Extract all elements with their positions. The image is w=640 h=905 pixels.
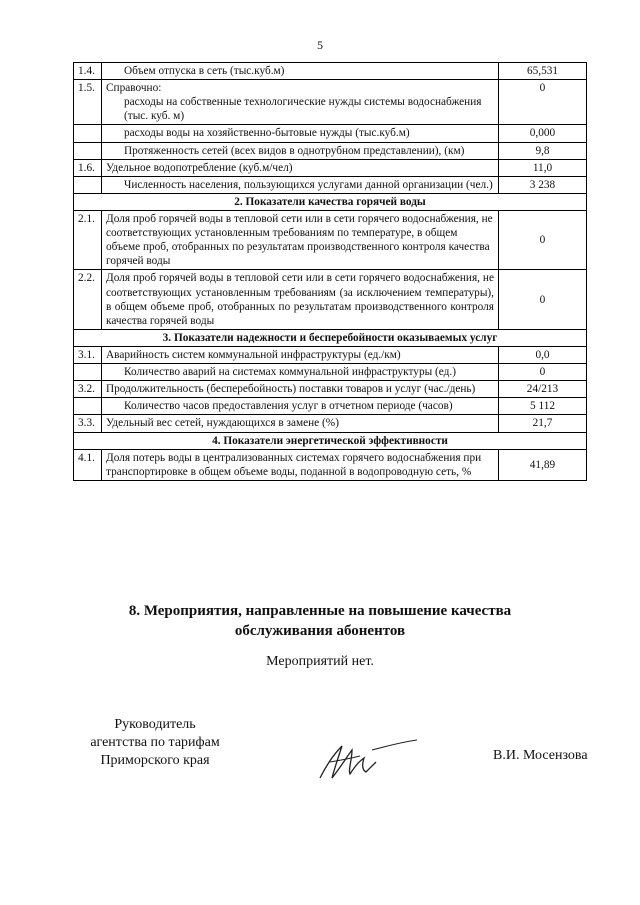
signer-position-line1: Руководитель: [114, 717, 196, 732]
table-row: [74, 210, 587, 269]
table-row: [74, 381, 587, 398]
indicator-name: Протяженность сетей (всех видов в однотрубном представлении), (км): [102, 142, 499, 159]
section-header: 4. Показатели энергетической эффективности: [74, 432, 587, 449]
indicator-value: 0: [499, 270, 587, 329]
section-header-row: [74, 193, 587, 210]
section-8-title-line1: 8. Мероприятия, направленные на повышение качества: [128, 603, 512, 619]
section-8-heading: [0, 602, 640, 641]
row-number: 1.4.: [74, 63, 102, 80]
indicator-name: Продолжительность (бесперебойность) поставки товаров и услуг (час./день): [102, 381, 499, 398]
table-row: [74, 449, 587, 480]
table-row: [74, 346, 587, 363]
row-number: [74, 125, 102, 142]
indicator-name: Доля проб горячей воды в тепловой сети или в сети горячего водоснабжения, не соответствующих установленным требованиям по температуре, в общем объеме проб, отобранных по результатам производственного контроля качества горячей воды: [102, 210, 499, 269]
row-number: 2.2.: [74, 270, 102, 329]
row-number: 4.1.: [74, 449, 102, 480]
indicator-name: Аварийность систем коммунальной инфраструктуры (ед./км): [102, 346, 499, 363]
row-number: [74, 142, 102, 159]
indicator-value: 24/213: [499, 381, 587, 398]
section-header: 3. Показатели надежности и бесперебойности оказываемых услуг: [74, 329, 587, 346]
row-number: 3.2.: [74, 381, 102, 398]
indicator-name: Доля потерь воды в централизованных системах горячего водоснабжения при транспортировке в общем объеме воды, поданной в водопроводную сеть, %: [102, 449, 499, 480]
indicator-name: Количество часов предоставления услуг в отчетном периоде (часов): [102, 398, 499, 415]
indicator-name: Количество аварий на системах коммунальной инфраструктуры (ед.): [102, 364, 499, 381]
section-8-title-line2: обслуживания абонентов: [234, 622, 406, 639]
table-row: [74, 63, 587, 80]
indicator-value: 41,89: [499, 449, 587, 480]
signer-position: [60, 716, 250, 771]
indicator-value: 0: [499, 364, 587, 381]
indicator-name: [102, 80, 499, 125]
table-row: [74, 176, 587, 193]
indicator-value: 11,0: [499, 159, 587, 176]
indicator-value: 0: [499, 210, 587, 269]
indicator-name: Удельный вес сетей, нуждающихся в замене (%): [102, 415, 499, 432]
table-row: [74, 364, 587, 381]
signer-position-line2: агентства по тарифам: [90, 735, 220, 751]
indicator-value: 0,0: [499, 346, 587, 363]
indicator-value: 21,7: [499, 415, 587, 432]
row-number: [74, 176, 102, 193]
table-row: [74, 125, 587, 142]
indicator-name: Доля проб горячей воды в тепловой сети или в сети горячего водоснабжения, не соответствующих установленным требованиям (за исключением температуры), в общем объеме проб, отобранных по результатам производственного контроля качества горячей воды: [102, 270, 499, 329]
indicators-table: [73, 62, 587, 481]
indicator-name: расходы воды на хозяйственно-бытовые нужды (тыс.куб.м): [102, 125, 499, 142]
row-number: 3.1.: [74, 346, 102, 363]
table-row: [74, 142, 587, 159]
row-number: 2.1.: [74, 210, 102, 269]
table-row: [74, 415, 587, 432]
indicator-value: 9,8: [499, 142, 587, 159]
table-row: [74, 398, 587, 415]
indicator-value: 3 238: [499, 176, 587, 193]
section-header: 2. Показатели качества горячей воды: [74, 193, 587, 210]
indicator-value: 5 112: [499, 398, 587, 415]
indicator-name: Объем отпуска в сеть (тыс.куб.м): [102, 63, 499, 80]
section-8-note: Мероприятий нет.: [266, 654, 374, 669]
indicator-name-line: расходы на собственные технологические нужды системы водоснабжения (тыс. куб. м): [124, 96, 482, 123]
table-row: [74, 159, 587, 176]
table-row: [74, 270, 587, 329]
section-header-row: [74, 432, 587, 449]
indicator-name-line: Справочно:: [106, 82, 162, 95]
row-number: [74, 364, 102, 381]
indicator-name: Удельное водопотребление (куб.м/чел): [102, 159, 499, 176]
handwritten-signature: [312, 728, 422, 788]
indicator-name: Численность населения, пользующихся услугами данной организации (чел.): [102, 176, 499, 193]
row-number: 1.5.: [74, 80, 102, 125]
indicator-value: 0: [499, 80, 587, 125]
section-header-row: [74, 329, 587, 346]
row-number: 1.6.: [74, 159, 102, 176]
row-number: [74, 398, 102, 415]
indicator-value: 0,000: [499, 125, 587, 142]
signer-position-line3: Приморского края: [100, 753, 210, 769]
indicator-value: 65,531: [499, 63, 587, 80]
table-row: [74, 80, 587, 125]
page-number: 5: [317, 38, 323, 52]
row-number: 3.3.: [74, 415, 102, 432]
indicators-table-body: [74, 63, 587, 481]
signer-name: В.И. Мосензова: [493, 748, 588, 763]
